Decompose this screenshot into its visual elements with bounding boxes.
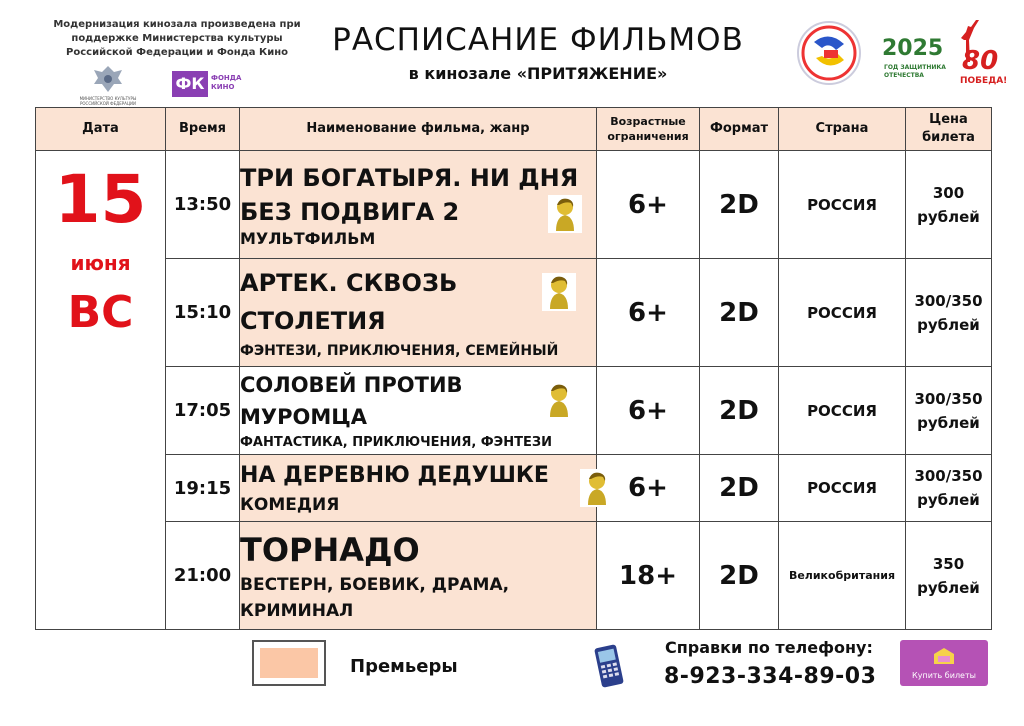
contact-label: Справки по телефону: (665, 638, 873, 657)
film-format: 2D (700, 151, 779, 259)
page-title: РАСПИСАНИЕ ФИЛЬМОВ (332, 22, 744, 58)
ticket-price (906, 151, 992, 259)
film-name-line1: ТОРНАДО (240, 530, 420, 569)
date-day: 15 (54, 161, 147, 238)
column-header-date: Дата (36, 108, 166, 151)
showtime: 21:00 (166, 522, 240, 630)
price-currency: рублей (917, 413, 980, 432)
film-format: 2D (700, 455, 779, 522)
ticket-price (906, 522, 992, 630)
film-country: РОССИЯ (779, 151, 906, 259)
film-format: 2D (700, 367, 779, 455)
premiere-legend-label: Премьеры (350, 656, 458, 677)
schedule-table (35, 107, 992, 630)
ticket-icon (932, 646, 956, 666)
film-name-line2: БЕЗ ПОДВИГА 2 (240, 197, 460, 226)
film-name-line2: СТОЛЕТИЯ (240, 306, 386, 335)
price-value: 300 (932, 183, 965, 202)
ministry-caption: МИНИСТЕРСТВО КУЛЬТУРЫ РОССИЙСКОЙ ФЕДЕРАЦИИ (79, 96, 137, 106)
table-row (36, 455, 992, 522)
ticket-price (906, 367, 992, 455)
film-title-cell (240, 151, 597, 259)
date-cell (36, 151, 166, 630)
date-month: июня (70, 251, 131, 275)
age-rating: 6+ (597, 367, 700, 455)
film-name-line1: СОЛОВЕЙ ПРОТИВ (240, 372, 463, 397)
age-rating: 6+ (597, 455, 700, 522)
film-genre: КОМЕДИЯ (240, 495, 340, 515)
film-title-cell (240, 367, 597, 455)
table-row (36, 151, 992, 259)
showtime: 13:50 (166, 151, 240, 259)
fk-logo-mark: ФК (172, 71, 208, 97)
price-currency: рублей (917, 315, 980, 334)
support-text: Модернизация кинозала произведена при поддержке Министерства культуры Российской Федерации и Фонда Кино (53, 19, 301, 58)
table-row (36, 367, 992, 455)
showtime: 17:05 (166, 367, 240, 455)
film-format: 2D (700, 522, 779, 630)
film-name-line1: НА ДЕРЕВНЮ ДЕДУШКЕ (240, 463, 549, 488)
date-weekday: ВС (67, 287, 134, 338)
buy-tickets-button[interactable] (900, 640, 988, 686)
film-genre: ФАНТАСТИКА, ПРИКЛЮЧЕНИЯ, ФЭНТЕЗИ (240, 434, 552, 450)
victory-number: 80 (962, 46, 999, 76)
victory-text: ПОБЕДА! (960, 76, 1008, 86)
table-row (36, 259, 992, 367)
film-genre: МУЛЬТФИЛЬМ (240, 228, 376, 248)
ticket-price (906, 455, 992, 522)
age-rating: 18+ (597, 522, 700, 630)
price-value: 300/350 (914, 467, 983, 485)
year-caption: ГОД ЗАЩИТНИКА ОТЕЧЕСТВА (884, 64, 946, 79)
film-format: 2D (700, 259, 779, 367)
premiere-legend-swatch (252, 640, 326, 686)
pushkin-card-icon (580, 469, 614, 507)
showtime: 19:15 (166, 455, 240, 522)
price-value: 350 (932, 554, 965, 573)
column-header-country: Страна (779, 108, 906, 151)
phone-icon (592, 644, 626, 688)
film-country: РОССИЯ (779, 455, 906, 522)
contact-phone: 8-923-334-89-03 (664, 664, 877, 689)
film-country: Великобритания (779, 522, 906, 630)
film-genre-line2: КРИМИНАЛ (240, 600, 354, 621)
ticket-price (906, 259, 992, 367)
column-header-price: Цена билета (906, 108, 992, 151)
film-country: РОССИЯ (779, 367, 906, 455)
film-name-line1: АРТЕК. СКВОЗЬ (240, 268, 458, 297)
price-value: 300/350 (914, 291, 983, 310)
column-header-time: Время (166, 108, 240, 151)
table-row (36, 522, 992, 630)
price-value: 300/350 (914, 389, 983, 408)
cinema-logo-icon (796, 20, 862, 86)
column-header-age: Возрастные ограничения (597, 108, 700, 151)
pushkin-card-icon (542, 381, 576, 419)
column-header-format: Формат (700, 108, 779, 151)
year-logo: 2025 (882, 36, 944, 61)
age-rating: 6+ (597, 259, 700, 367)
column-header-title: Наименование фильма, жанр (240, 108, 597, 151)
film-title-cell (240, 522, 597, 630)
price-currency: рублей (917, 578, 980, 597)
showtime: 15:10 (166, 259, 240, 367)
film-country: РОССИЯ (779, 259, 906, 367)
price-currency: рублей (917, 207, 980, 226)
premiere-legend-color (260, 648, 318, 678)
fond-kino-logo (172, 71, 242, 97)
film-name-line1: ТРИ БОГАТЫРЯ. НИ ДНЯ (240, 163, 579, 192)
film-title-cell (240, 455, 597, 522)
fk-logo-caption: ФОНДА КИНО (211, 74, 242, 91)
buy-tickets-label: Купить билеты (912, 671, 976, 680)
film-name-line2: МУРОМЦА (240, 404, 367, 429)
film-genre-line1: ВЕСТЕРН, БОЕВИК, ДРАМА, (240, 574, 510, 595)
pushkin-card-icon (548, 195, 582, 233)
price-currency: рублей (917, 491, 980, 509)
table-header-row (36, 108, 992, 151)
age-rating: 6+ (597, 151, 700, 259)
page-subtitle: в кинозале «ПРИТЯЖЕНИЕ» (408, 64, 668, 83)
pushkin-card-icon (542, 273, 576, 311)
film-genre: ФЭНТЕЗИ, ПРИКЛЮЧЕНИЯ, СЕМЕЙНЫЙ (240, 342, 559, 359)
film-title-cell (240, 259, 597, 367)
year-of-defender-logo (880, 26, 1008, 96)
